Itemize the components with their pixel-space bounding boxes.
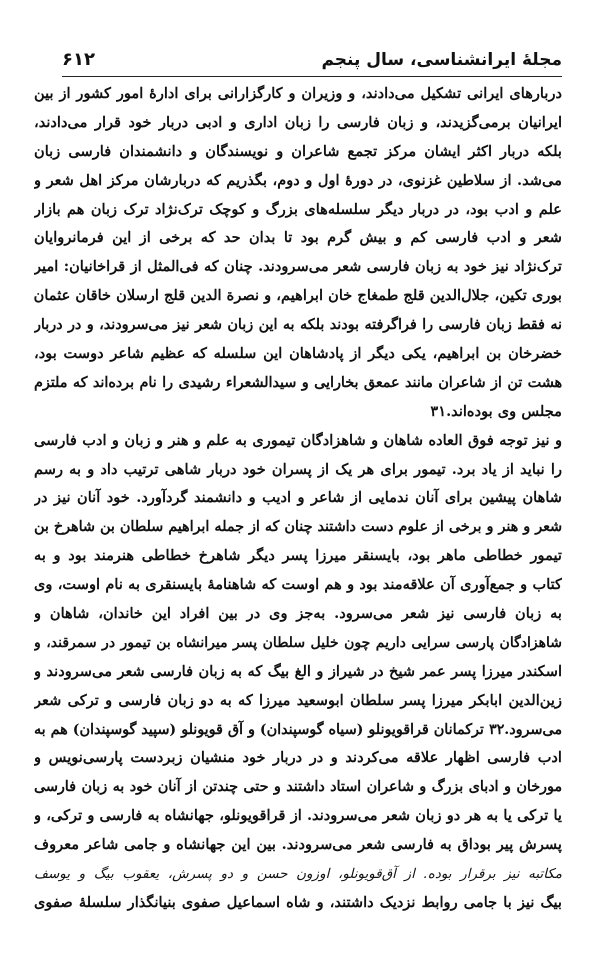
text-line: ایرانیان برمی‌گزیدند، و زبان فارسی را زبان اداری و ادبی دربار خود قرار می‌دادند،	[34, 113, 562, 131]
text-line: شعر و ادب فارسی کم و بیش گرم بود تا بدان حد که برخی از این فرمانروایان	[34, 229, 562, 247]
text-line: مجلس وی بوده‌اند.۳۱	[430, 402, 562, 420]
text-line: اسکندر میرزا پسر عمر شیخ در شیراز و الغ بیگ که به زبان فارسی شعر می‌سرودند و	[34, 662, 562, 680]
text-line: پسرش پیر بوداق به فارسی شعر می‌سرودند. بین این جهانشاه و جامی شاعر معروف	[34, 836, 562, 854]
text-line: بلکه دربار اکثر ایشان مرکز تجمع شاعران و نویسندگان و دانشمندان فارسی زبان	[34, 142, 562, 160]
text-line: شعر و هنر و برخی از علوم دست داشتند چنان که از جمله ابراهیم سلطان بن شاهرخ بن	[34, 519, 562, 536]
text-line: کتاب و جمع‌آوری آن علاقه‌مند بود و هم اوست که شاهنامهٔ بایسنقری به نام اوست، وی	[34, 576, 562, 594]
text-line: و نیز توجه فوق العاده شاهان و شاهزادگان تیموری به علم و هنر و زبان و ادب فارسی	[34, 431, 562, 449]
running-header	[62, 30, 562, 77]
text-line: مورخان و ادبای بزرگ و شاعران استاد داشتند و حتی چندتن از آنان خود به زبان فارسی	[34, 779, 562, 796]
text-line: را نباید از یاد برد. تیمور برای هر یک از پسران خود دربار شاهی ترتیب داد و به رسم	[34, 460, 562, 478]
text-line: خضرخان بن ابراهیم، یکی دیگر از پادشاهان این سلسله که عظیم شاعر دوست بود،	[34, 345, 562, 363]
text-line: ادب فارسی اظهار علاقه می‌کردند و در دربار خود منشیان زبردست پارسی‌نویس و	[34, 749, 562, 767]
text-line: دربارهای ایرانی تشکیل می‌دادند، و وزیران و کارگزارانی برای ادارهٔ امور کشور از بین	[34, 85, 562, 102]
text-line: می‌شد. از سلاطین غزنوی، در دورهٔ اول و دوم، بگذریم که دربارشان مرکز اهل شعر و	[34, 171, 562, 189]
text-line: ترک‌نژاد نیز خود به زبان فارسی شعر می‌سرودند. چنان که فی‌المثل از قراخانیان: امیر	[34, 258, 562, 276]
text-line: به زبان فارسی نیز شعر می‌سرود. به‌جز وی در بین افراد این خاندان، شاهان و	[34, 605, 562, 623]
text-line: زین‌الدین ابابکر میرزا پسر سلطان ابوسعید میرزا که به دو زبان فارسی و ترکی شعر	[34, 691, 562, 709]
text-line: بیگ نیز با جامی روابط نزدیک داشتند، و شاه اسماعیل صفوی بنیانگذار سلسلهٔ صفوی	[34, 893, 562, 911]
page-number: ۶۱۲	[62, 49, 95, 70]
text-line: نه فقط زبان فارسی را فراگرفته بودند بلکه به این زبان شعر نیز می‌سرودند، و در دربار	[34, 317, 562, 334]
body-text	[34, 80, 562, 918]
text-line: علم و ادب بود، در دربار دیگر سلسله‌های بزرگ و کوچک ترک‌نژاد ترک زبان هم بازار	[34, 200, 562, 218]
text-line-handwritten: مکاتبه نیز برقرار بوده. از آق‌قویونلو، اوزون حسن و دو پسرش، یعقوب بیگ و یوسف	[34, 866, 562, 883]
text-line: هشت تن از شاعران مانند عمعق بخارایی و سیدالشعراء رشیدی را نام برده‌اند که ملتزم	[34, 374, 562, 391]
text-line: شاهزادگان پارسی سرایی داریم چون خلیل سلطان پسر میرانشاه بن تیمور در سمرقند، و	[34, 634, 562, 651]
text-line: تیمور خطاطی ماهر بود، بایسنقر میرزا پسر دیگر شاهرخ خطاطی هنرمند بود و به	[34, 547, 562, 565]
text-line: بوری تکین، جلال‌الدین قلج طمغاج خان ابراهیم، و نصرة الدین قلج ارسلان خاقان عثمان	[34, 287, 562, 305]
text-line: یا ترکی یا به هر دو زبان شعر می‌سرودند. از قراقویونلو، جهانشاه به فارسی و ترکی، و	[34, 807, 562, 825]
text-line: شاهان پیشین برای آنان ندمایی از شاعر و ادیب و دانشمند گردآورد. خود آنان نیز در	[34, 489, 562, 507]
text-line: می‌سرود.۳۲ ترکمانان قراقویونلو (سیاه گوسپندان) و آق قویونلو (سپید گوسپندان) هم به	[34, 721, 562, 738]
journal-title: مجلهٔ ایرانشناسی، سال پنجم	[321, 50, 562, 70]
